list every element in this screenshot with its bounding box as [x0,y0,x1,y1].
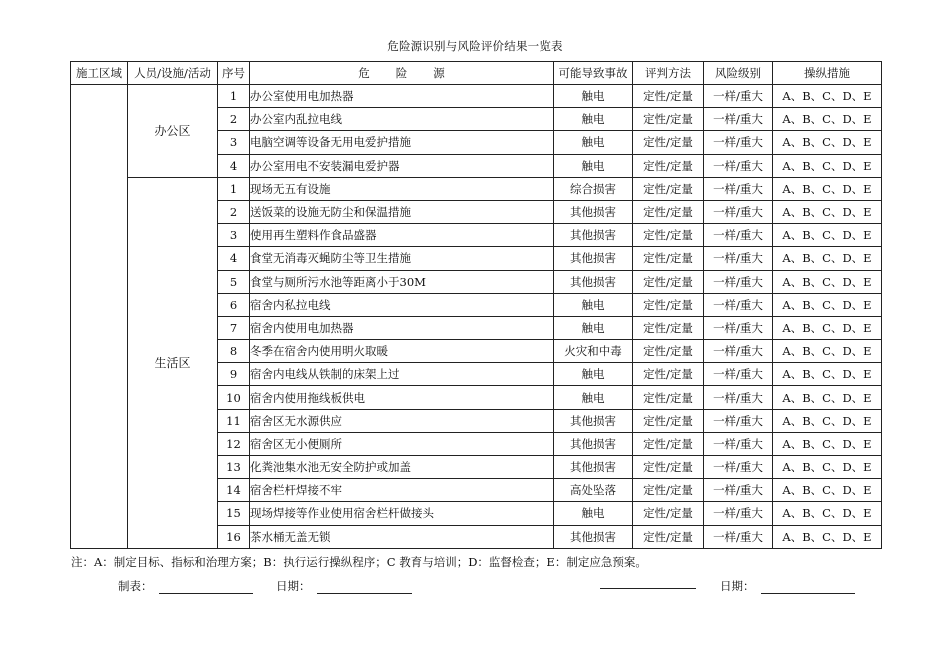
row-level: 一样/重大 [704,363,773,386]
row-measures: A、B、C、D、E [773,502,882,525]
date-field-1 [276,578,412,594]
row-accident: 其他损害 [554,432,633,455]
row-hazard: 使用再生塑料作食品盛器 [250,224,554,247]
row-level: 一样/重大 [704,293,773,316]
row-method: 定性/定量 [633,432,704,455]
risk-table [70,61,882,549]
row-hazard: 宿舍区无水源供应 [250,409,554,432]
row-accident: 火灾和中毒 [554,340,633,363]
row-number: 1 [218,177,250,200]
row-measures: A、B、C、D、E [773,432,882,455]
area-cell [71,85,128,549]
made-by-line [159,583,253,594]
row-number: 5 [218,270,250,293]
row-method: 定性/定量 [633,85,704,108]
row-hazard: 电脑空调等设备无用电爱护措施 [250,131,554,154]
row-accident: 触电 [554,316,633,339]
row-method: 定性/定量 [633,131,704,154]
footnote: 注：A：制定目标、指标和治理方案；B：执行运行操纵程序；C 教育与培训；D：监督检查；E：制定应急预案。 [71,555,647,569]
row-level: 一样/重大 [704,108,773,131]
row-accident: 其他损害 [554,200,633,223]
row-level: 一样/重大 [704,85,773,108]
row-method: 定性/定量 [633,409,704,432]
row-accident: 其他损害 [554,247,633,270]
row-level: 一样/重大 [704,456,773,479]
row-hazard: 宿舍内私拉电线 [250,293,554,316]
row-method: 定性/定量 [633,177,704,200]
row-number: 4 [218,247,250,270]
row-accident: 高处坠落 [554,479,633,502]
row-number: 4 [218,154,250,177]
row-measures: A、B、C、D、E [773,270,882,293]
row-method: 定性/定量 [633,386,704,409]
row-measures: A、B、C、D、E [773,293,882,316]
row-number: 2 [218,108,250,131]
row-number: 3 [218,131,250,154]
row-level: 一样/重大 [704,525,773,548]
row-method: 定性/定量 [633,525,704,548]
row-measures: A、B、C、D、E [773,456,882,479]
row-accident: 触电 [554,131,633,154]
row-hazard: 茶水桶无盖无锁 [250,525,554,548]
group-name: 生活区 [128,177,218,548]
row-hazard: 现场无五有设施 [250,177,554,200]
table-row [71,85,882,108]
row-accident: 其他损害 [554,224,633,247]
row-level: 一样/重大 [704,154,773,177]
header-method: 评判方法 [633,62,704,85]
row-accident: 触电 [554,293,633,316]
row-number: 6 [218,293,250,316]
row-measures: A、B、C、D、E [773,525,882,548]
row-accident: 其他损害 [554,270,633,293]
row-hazard: 食堂无消毒灭蝇防尘等卫生措施 [250,247,554,270]
row-level: 一样/重大 [704,502,773,525]
row-number: 8 [218,340,250,363]
row-hazard: 办公室内乱拉电线 [250,108,554,131]
row-level: 一样/重大 [704,177,773,200]
row-level: 一样/重大 [704,432,773,455]
row-hazard: 宿舍栏杆焊接不牢 [250,479,554,502]
row-hazard: 宿舍内使用电加热器 [250,316,554,339]
row-method: 定性/定量 [633,456,704,479]
row-measures: A、B、C、D、E [773,200,882,223]
row-number: 2 [218,200,250,223]
row-measures: A、B、C、D、E [773,386,882,409]
row-method: 定性/定量 [633,363,704,386]
row-method: 定性/定量 [633,293,704,316]
date-label-2: 日期： [720,579,755,593]
row-hazard: 现场焊接等作业使用宿舍栏杆做接头 [250,502,554,525]
row-accident: 触电 [554,363,633,386]
header-area: 施工区域 [71,62,128,85]
row-number: 9 [218,363,250,386]
row-method: 定性/定量 [633,224,704,247]
row-method: 定性/定量 [633,340,704,363]
group-name: 办公区 [128,85,218,178]
row-measures: A、B、C、D、E [773,409,882,432]
row-accident: 其他损害 [554,525,633,548]
header-accident: 可能导致事故 [554,62,633,85]
row-number: 7 [218,316,250,339]
row-hazard: 食堂与厕所污水池等距离小于30M [250,270,554,293]
row-measures: A、B、C、D、E [773,85,882,108]
row-number: 15 [218,502,250,525]
date-line-2 [761,583,855,594]
row-number: 12 [218,432,250,455]
row-hazard: 宿舍内使用拖线板供电 [250,386,554,409]
row-level: 一样/重大 [704,131,773,154]
header-hazard-label: 危险源 [358,66,471,80]
row-method: 定性/定量 [633,502,704,525]
row-number: 11 [218,409,250,432]
row-level: 一样/重大 [704,224,773,247]
row-number: 3 [218,224,250,247]
row-method: 定性/定量 [633,108,704,131]
table-row [71,177,882,200]
row-hazard: 办公室使用电加热器 [250,85,554,108]
row-accident: 其他损害 [554,456,633,479]
row-accident: 触电 [554,108,633,131]
row-hazard: 宿舍内电线从铁制的床架上过 [250,363,554,386]
header-hazard [250,62,554,85]
row-measures: A、B、C、D、E [773,363,882,386]
row-accident: 其他损害 [554,409,633,432]
row-level: 一样/重大 [704,386,773,409]
row-method: 定性/定量 [633,270,704,293]
row-measures: A、B、C、D、E [773,131,882,154]
row-hazard: 办公室用电不安装漏电爱护器 [250,154,554,177]
header-level: 风险级别 [704,62,773,85]
document-title: 危险源识别与风险评价结果一览表 [387,39,563,53]
row-measures: A、B、C、D、E [773,108,882,131]
row-level: 一样/重大 [704,200,773,223]
row-measures: A、B、C、D、E [773,177,882,200]
row-accident: 触电 [554,502,633,525]
row-measures: A、B、C、D、E [773,154,882,177]
row-method: 定性/定量 [633,316,704,339]
row-measures: A、B、C、D、E [773,340,882,363]
date-label-1: 日期： [276,579,311,593]
row-hazard: 化粪池集水池无安全防护或加盖 [250,456,554,479]
row-hazard: 冬季在宿舍内使用明火取暖 [250,340,554,363]
row-measures: A、B、C、D、E [773,479,882,502]
row-level: 一样/重大 [704,409,773,432]
row-level: 一样/重大 [704,247,773,270]
row-measures: A、B、C、D、E [773,247,882,270]
row-measures: A、B、C、D、E [773,316,882,339]
row-accident: 触电 [554,386,633,409]
row-number: 13 [218,456,250,479]
row-method: 定性/定量 [633,479,704,502]
date-line-1 [317,583,412,594]
row-number: 14 [218,479,250,502]
row-accident: 综合损害 [554,177,633,200]
row-level: 一样/重大 [704,479,773,502]
row-hazard: 送饭菜的设施无防尘和保温措施 [250,200,554,223]
row-number: 16 [218,525,250,548]
row-method: 定性/定量 [633,154,704,177]
row-accident: 触电 [554,154,633,177]
row-measures: A、B、C、D、E [773,224,882,247]
made-by-field [118,578,253,594]
row-level: 一样/重大 [704,270,773,293]
header-number: 序号 [218,62,250,85]
row-method: 定性/定量 [633,247,704,270]
table-body [71,85,882,549]
header-personnel: 人员/设施/活动 [128,62,218,85]
made-by-label: 制表： [118,579,153,593]
table-header-row [71,62,882,85]
date-field-2 [720,578,855,594]
row-number: 1 [218,85,250,108]
blank-field [600,578,696,589]
row-number: 10 [218,386,250,409]
row-method: 定性/定量 [633,200,704,223]
row-accident: 触电 [554,85,633,108]
row-level: 一样/重大 [704,316,773,339]
blank-line [600,578,696,589]
row-level: 一样/重大 [704,340,773,363]
row-hazard: 宿舍区无小便厕所 [250,432,554,455]
header-measures: 操纵措施 [773,62,882,85]
